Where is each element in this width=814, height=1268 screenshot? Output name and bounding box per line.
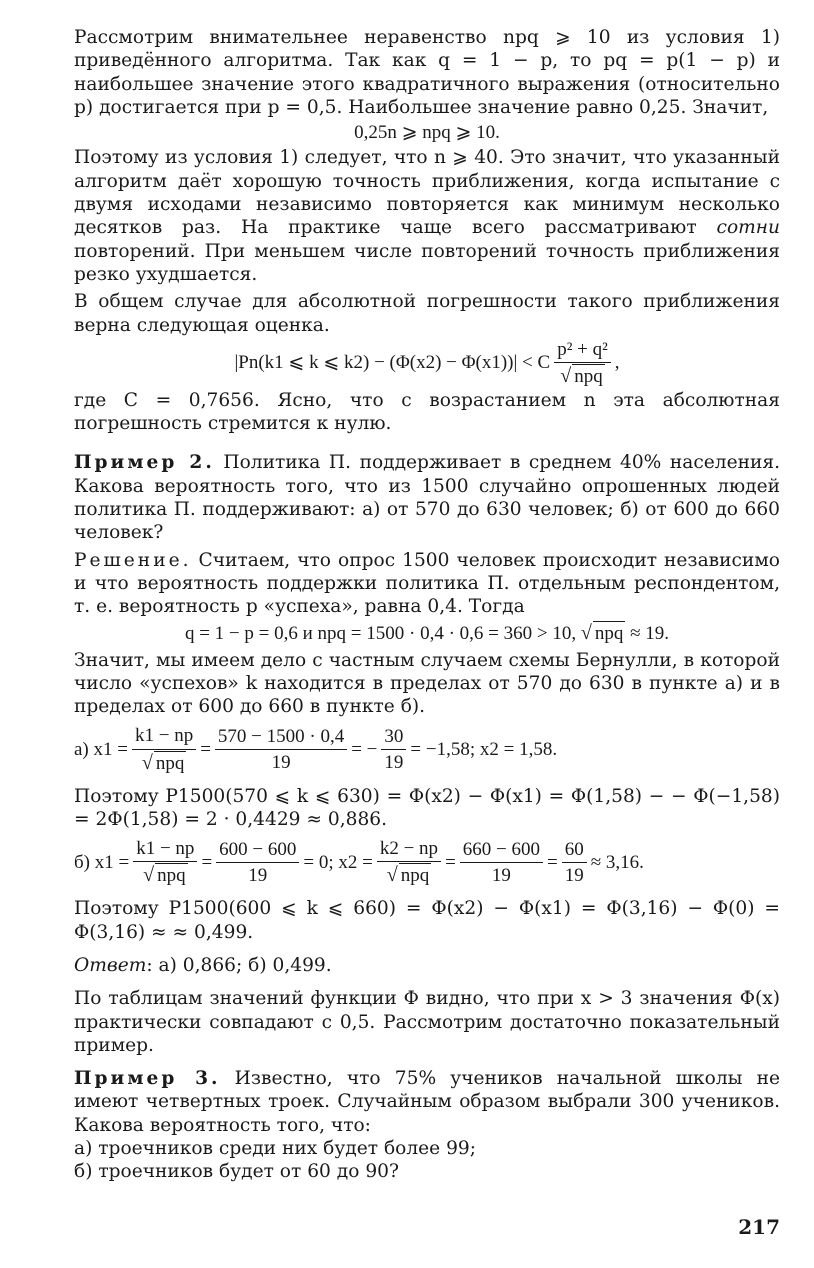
- answer-label: Ответ: [74, 954, 147, 976]
- example-3-item-a: а) троечников среди них будет более 99;: [74, 1137, 476, 1159]
- emphasis-hundreds: сотни: [716, 217, 780, 239]
- formula-part-b: б) x1 = $\frac{k1 - np}{\text{√ npq}}$ = $\frac{600 - 600}{19}$ = 0; x2 = $\frac{k2 - np}{\text{√ npq}}$ = $\frac{660 - 600}{19}$ = $\frac{60}{19}$ ≈ 3,16.: [74, 838, 644, 887]
- answer-line: Ответ: а) 0,866; б) 0,499.: [74, 954, 332, 976]
- formula-error-estimate: |Pn(k1 ⩽ k ⩽ k2) − (Φ(x2) − Φ(x1))| < C $\frac{\text{p² + q²}}{\text{√ npq}}$ ,: [234, 338, 620, 387]
- paragraph-bernoulli: Значит, мы имеем дело с частным случаем схемы Бернулли, в которой число «успехов» k находится в пределах от 570 до 630 в пункте а) и в пределах от 600 до 660 в пункте б).: [74, 649, 780, 718]
- solution-paragraph: Решение. Считаем, что опрос 1500 человек происходит независимо и что вероятность поддержки политика П. отдельным респондентом, т. е. вероятность p «успеха», равна 0,4. Тогда: [74, 549, 780, 618]
- example-2: Пример 2. Политика П. поддерживает в среднем 40% населения. Какова вероятность того, что из 1500 случайно опрошенных людей политика П. поддерживают: а) от 570 до 630 человек; б) от 600 до 660 человек?: [74, 452, 780, 544]
- fraction-error: $\frac{\text{p² + q²}}{\text{√ npq}}$: [554, 338, 611, 389]
- paragraph-result-b: Поэтому P1500(600 ⩽ k ⩽ 660) = Φ(x2) − Φ(x1) = Φ(3,16) − Φ(0) = Φ(3,16) ≈ ≈ 0,499.: [74, 898, 780, 943]
- paragraph-phi-table: По таблицам значений функции Φ видно, что при x > 3 значения Φ(x) практически совпадают с 0,5. Рассмотрим достаточно показательный пример.: [74, 988, 780, 1056]
- paragraph-error-estimate: В общем случае для абсолютной погрешности такого приближения верна следующая оценка.: [74, 291, 780, 336]
- formula-part-a: а) x1 = $\frac{k1 - np}{\text{√ npq}}$ = $\frac{570 - 1500 \cdot 0,4}{19}$ = − $\frac{30}{19}$ = −1,58; x2 = 1,58.: [74, 725, 558, 774]
- formula-npq: q = 1 − p = 0,6 и npq = 1500 · 0,4 · 0,6 = 360 > 10, √ npq ≈ 19.: [184, 621, 670, 644]
- example-3-label: Пример 3.: [74, 1068, 221, 1090]
- formula-bound: 0,25n ⩾ npq ⩾ 10.: [354, 122, 500, 144]
- paragraph-result-a: Поэтому P1500(570 ⩽ k ⩽ 630) = Φ(x2) − Φ(x1) = Φ(1,58) − − Φ(−1,58) = 2Φ(1,58) = 2 · 0,4429 ≈ 0,886.: [74, 785, 780, 831]
- paragraph-inequality-analysis: Рассмотрим внимательнее неравенство npq ⩾ 10 из условия 1) приведённого алгоритма. Так как q = 1 − p, то pq = p(1 − p) и наибольшее значение этого квадратичного выражения (относительно p) достигается при p = 0,5. Наибольшее значение равно 0,25. Значит,: [74, 27, 780, 118]
- example-2-label: Пример 2.: [74, 452, 215, 474]
- example-3-item-b: б) троечников будет от 60 до 90?: [74, 1161, 399, 1183]
- example-3: Пример 3. Известно, что 75% учеников начальной школы не имеют четвертных троек. Случайным образом выбрали 300 учеников. Какова вероятность того, что:: [74, 1068, 781, 1136]
- paragraph-precision: Поэтому из условия 1) следует, что n ⩾ 40. Это значит, что указанный алгоритм даёт хорошую точность приближения, когда испытание с двумя исходами независимо повторяется как минимум несколько десятков раз. На практике чаще всего рассматривают сотни повторений. При меньшем числе повторений точность приближения резко ухудшается.: [74, 147, 780, 285]
- solution-label: Решение.: [74, 549, 192, 571]
- paragraph-constant: где C = 0,7656. Ясно, что с возрастанием n эта абсолютная погрешность стремится к нулю.: [74, 389, 780, 435]
- page-number: 217: [738, 1215, 780, 1239]
